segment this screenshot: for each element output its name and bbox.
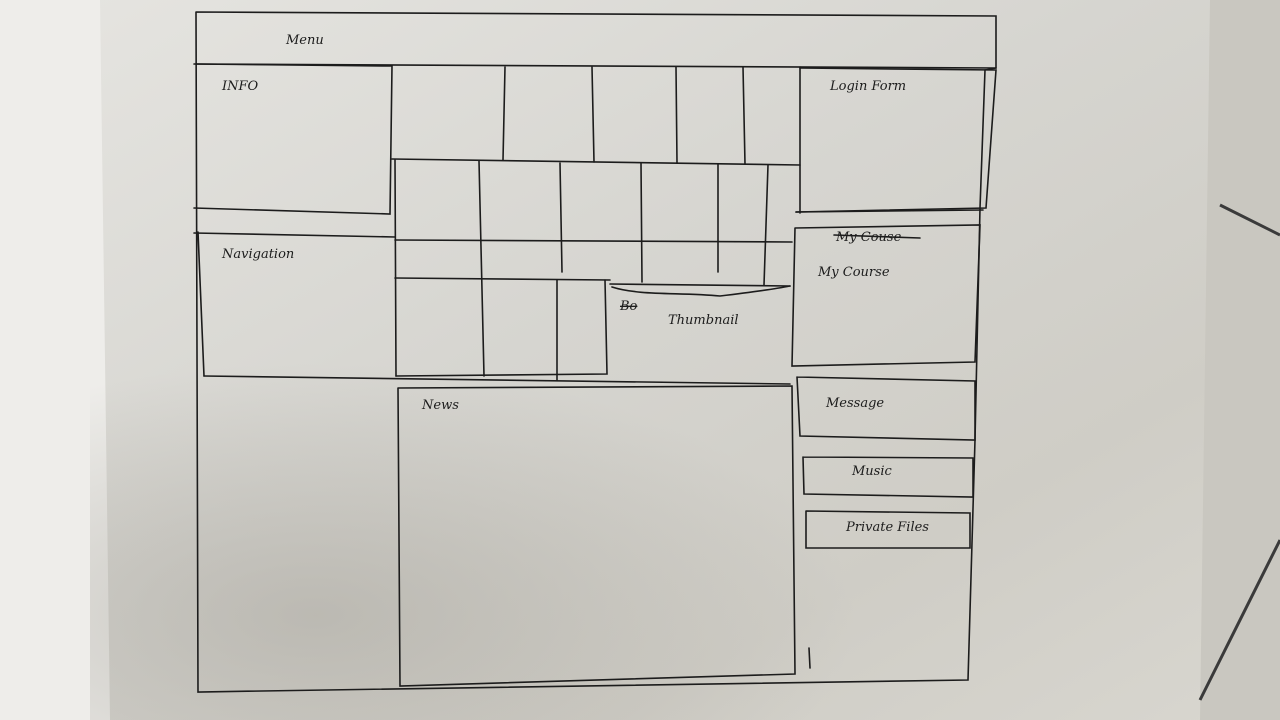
news-scroll-mark — [809, 648, 810, 668]
menu-label: Menu — [286, 33, 324, 48]
music-label: Music — [852, 464, 892, 479]
private-files-label: Private Files — [846, 520, 929, 535]
thumbnail-label: Thumbnail — [668, 313, 739, 328]
paper-right-edge — [1200, 0, 1280, 720]
message-label: Message — [826, 396, 885, 411]
my-course-struck-label: My Couse — [836, 230, 902, 245]
my-course-label: My Course — [818, 265, 890, 280]
paper-shadow — [90, 300, 990, 720]
grid-row2-left — [395, 160, 396, 376]
grid-col — [676, 67, 677, 163]
navigation-label: Navigation — [222, 247, 295, 262]
thumbnail-struck-label: Bo — [620, 299, 638, 314]
login-form-label: Login Form — [830, 79, 907, 94]
info-label: INFO — [222, 79, 259, 94]
grid-col — [641, 163, 642, 282]
news-label: News — [422, 398, 459, 413]
